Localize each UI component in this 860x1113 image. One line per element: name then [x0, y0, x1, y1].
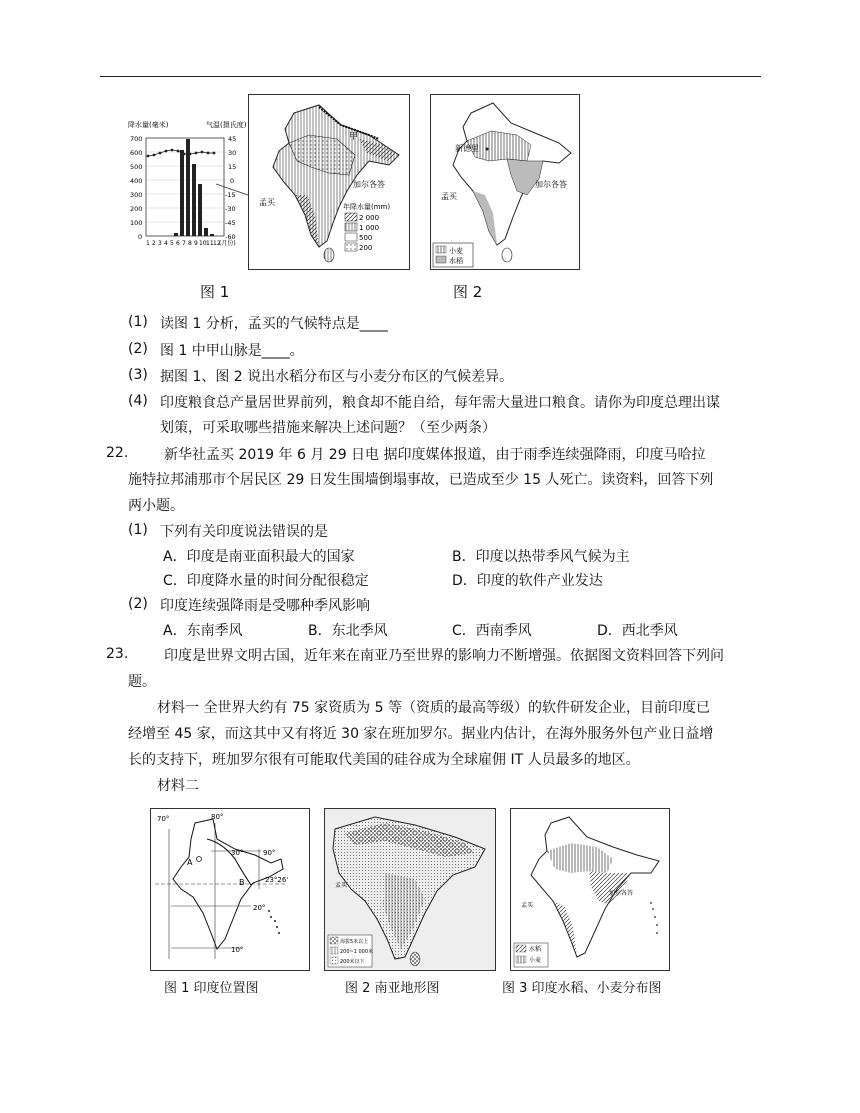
chart-x-tick: 3 [158, 240, 162, 247]
mapA-label: 90° [263, 849, 276, 857]
option-a: A．东南季风 [163, 623, 243, 639]
mapB-legend: 海拔5米以上 [340, 939, 369, 945]
question-text: 两小题。 [128, 498, 184, 514]
map1-legend-title: 年降水量(mm) [343, 203, 391, 211]
chart-right-tick: 15 [228, 163, 237, 171]
crop-map [430, 94, 580, 270]
chart-left-axis-label: 降水量(毫米) [128, 121, 169, 129]
mapB-label-mumbai: 孟买 [335, 882, 348, 889]
mapC-legend: 小麦 [529, 957, 542, 964]
mapC-label-mumbai: 孟买 [521, 902, 534, 909]
mapB-legend: 200米以下 [340, 959, 365, 965]
chart-right-tick: -30 [225, 205, 236, 213]
mapA-label: A [187, 858, 193, 867]
india-position-map [150, 808, 310, 971]
chart-x-tick: 4 [164, 240, 168, 247]
chart-x-tick: 2 [152, 240, 156, 247]
material-label: 材料二 [157, 778, 199, 794]
chart-left-tick: 400 [130, 177, 143, 185]
question-text: 图 1 中甲山脉是____。 [160, 343, 304, 359]
question-text: 题。 [128, 674, 156, 690]
figure-caption: 图 2 南亚地形图 [345, 981, 440, 996]
mapA-label: 30° [231, 849, 244, 857]
question-text: 印度粮食总产量居世界前列，粮食却不能自给，每年需大量进口粮食。请你为印度总理出谋 [160, 395, 720, 411]
mapA-label: B [239, 878, 245, 887]
map1-label-mumbai: 孟买 [259, 198, 275, 207]
chart-left-tick: 0 [138, 233, 143, 241]
chart-x-tick: 12 [213, 240, 221, 247]
question-text: 新华社孟买 2019 年 6 月 29 日电 据印度媒体报道，由于雨季连续强降雨，印度马哈拉 [164, 447, 706, 463]
map1-legend [343, 202, 390, 252]
chart-left-tick: 500 [130, 163, 143, 171]
chart-right-tick: -15 [225, 191, 236, 199]
item-number: (4) [128, 393, 148, 409]
mapA-label: 10° [231, 946, 244, 954]
map2-label-mumbai: 孟买 [441, 192, 457, 201]
question-text: 下列有关印度说法错误的是 [160, 524, 328, 540]
material-text: 长的支持下，班加罗尔很有可能取代美国的硅谷成为全球雇佣 IT 人员最多的地区。 [128, 752, 640, 768]
map1-legend-item: 200 [359, 244, 373, 252]
question-text: 印度是世界文明古国，近年来在南亚乃至世界的影响力不断增强。依据图文资料回答下列问 [164, 648, 724, 664]
question-text: 施特拉邦浦那市个居民区 29 日发生围墙倒塌事故，已造成至少 15 人死亡。读资料，回答下列 [128, 472, 714, 488]
chart-x-tick: 11 [206, 240, 214, 247]
map1-legend-item: 2 000 [359, 214, 380, 222]
chart-x-tick: 10 [199, 240, 207, 247]
chart-right-tick: -45 [225, 219, 236, 227]
mapA-label: 23°26' [265, 876, 289, 884]
chart-x-tick: 9 [194, 240, 198, 247]
chart-left-tick: 600 [130, 149, 143, 157]
material-text: 经增至 45 家，而这其中又有将近 30 家在班加罗尔。据业内估计，在海外服务外包产业日益增 [128, 726, 714, 742]
item-number: (2) [128, 341, 148, 357]
item-number: (1) [128, 314, 148, 330]
figure-caption: 图 1 印度位置图 [164, 981, 259, 996]
mapA-label: 80° [211, 813, 224, 821]
map2-legend-wheat: 小麦 [449, 247, 463, 255]
figure-caption: 图 3 印度水稻、小麦分布图 [502, 981, 662, 996]
option-d: D．西北季风 [597, 623, 678, 639]
question-text: 印度连续强降雨是受哪种季风影响 [160, 598, 370, 614]
option-d: D．印度的软件产业发达 [452, 573, 603, 589]
mapC-label-kolkata: 加尔各答 [609, 890, 634, 897]
mapC-legend: 水稻 [529, 946, 542, 953]
map1-legend-item: 1 000 [359, 224, 380, 232]
map1-legend-item: 500 [359, 234, 373, 242]
mapA-label: 20° [253, 904, 266, 912]
mapB-legend: 200~1 000米 [340, 949, 374, 955]
map2-label-kolkata: 加尔各答 [535, 180, 567, 189]
map1-label-kolkata: 加尔各答 [353, 180, 385, 189]
map1-label-jia: 甲 [349, 132, 359, 142]
option-c: C．西南季风 [452, 623, 532, 639]
chart-right-axis-label: 气温(摄氏度) [206, 121, 247, 129]
chart-x-tick: 5 [170, 240, 174, 247]
chart-x-tick: 8 [188, 240, 192, 247]
rice-wheat-map [510, 808, 670, 971]
item-number: (2) [128, 596, 148, 612]
question-text: 划策，可采取哪些措施来解决上述问题？（至少两条） [160, 420, 496, 436]
figure-caption: 图 2 [453, 283, 483, 301]
question-number: 23. [106, 646, 129, 662]
question-text: 据图 1、图 2 说出水稻分布区与小麦分布区的气候差异。 [160, 369, 514, 385]
chart-left-tick: 200 [130, 205, 143, 213]
item-number: (1) [128, 522, 148, 538]
chart-x-unit: (月份) [219, 240, 236, 247]
chart-x-tick: 6 [176, 240, 180, 247]
map2-label-delhi: 新德里 [455, 144, 479, 153]
precipitation-map [248, 94, 410, 270]
chart-right-tick: 45 [228, 135, 237, 143]
map2-legend-rice: 水稻 [449, 257, 463, 265]
chart-left-tick: 700 [130, 135, 143, 143]
chart-right-tick: -60 [225, 233, 236, 241]
chart-x-tick: 7 [182, 240, 186, 247]
south-asia-terrain-map [324, 808, 496, 971]
option-a: A．印度是南亚面积最大的国家 [163, 549, 355, 565]
item-number: (3) [128, 367, 148, 383]
chart-left-tick: 300 [130, 191, 143, 199]
question-text: 读图 1 分析，孟买的气候特点是____ [160, 316, 388, 332]
chart-left-tick: 100 [130, 219, 143, 227]
chart-x-tick: 1 [146, 240, 150, 247]
chart-right-tick: 30 [228, 149, 237, 157]
mapA-label: 70° [157, 815, 170, 823]
header-rule [100, 76, 761, 77]
question-number: 22. [106, 445, 129, 461]
option-c: C．印度降水量的时间分配很稳定 [163, 573, 369, 589]
chart-right-tick: 0 [230, 177, 235, 185]
figure-caption: 图 1 [200, 283, 230, 301]
option-b: B．东北季风 [308, 623, 388, 639]
option-b: B．印度以热带季风气候为主 [452, 549, 630, 565]
material-text: 材料一 全世界大约有 75 家资质为 5 等（资质的最高等级）的软件研发企业，目前印度已 [157, 700, 710, 716]
